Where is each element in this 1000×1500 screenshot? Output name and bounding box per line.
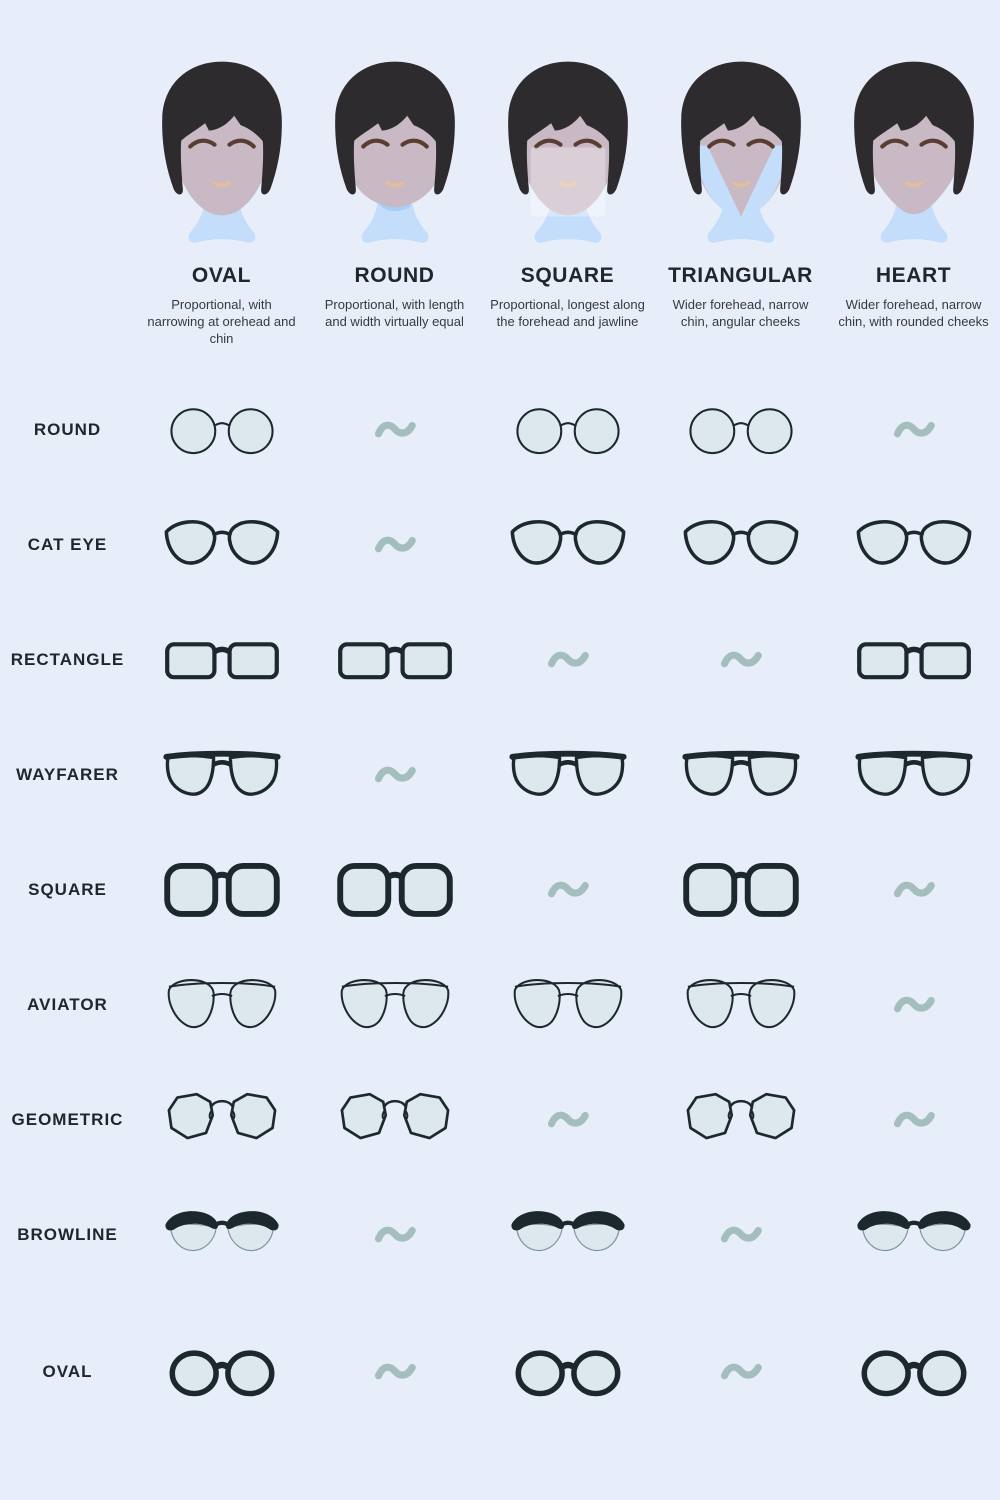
face-column-oval: [135, 56, 308, 347]
glasses-geometric-icon: [163, 1089, 281, 1150]
glasses-aviator-icon: [682, 974, 800, 1035]
glasses-oval-icon: [163, 1342, 281, 1403]
glasses-type-label: WAYFARER: [16, 764, 119, 784]
grid-cell-suitable: [481, 744, 654, 805]
face-column-round: [308, 56, 481, 347]
grid-row-square: [0, 832, 1000, 947]
grid-cell-suitable: [654, 1089, 827, 1150]
glasses-browline-icon: [855, 1204, 973, 1265]
face-column-square: [481, 56, 654, 347]
face-shape-label: ROUND: [354, 264, 435, 287]
grid-cell-not-suitable: [308, 1360, 481, 1384]
tilde-icon: [720, 648, 762, 672]
tilde-icon: [720, 1360, 762, 1384]
grid-cell-suitable: [827, 1342, 1000, 1403]
grid-cell-suitable: [308, 974, 481, 1035]
grid-cell-suitable: [654, 974, 827, 1035]
grid-cell-not-suitable: [654, 1360, 827, 1384]
grid-cell-not-suitable: [481, 878, 654, 902]
glasses-wayfarer-icon: [163, 744, 281, 805]
glasses-type-label: ROUND: [33, 419, 102, 439]
grid-cell-suitable: [135, 1204, 308, 1265]
glasses-rectangle-icon: [336, 629, 454, 690]
grid-cell-suitable: [135, 514, 308, 575]
tilde-icon: [374, 418, 416, 442]
face-column-triangular: [654, 56, 827, 347]
glasses-square-icon: [163, 859, 281, 920]
grid-cell-not-suitable: [827, 418, 1000, 442]
glasses-geometric-icon: [336, 1089, 454, 1150]
glasses-wayfarer-icon: [682, 744, 800, 805]
grid-cell-suitable: [135, 1089, 308, 1150]
grid-row-rectangle: [0, 602, 1000, 717]
glasses-aviator-icon: [509, 974, 627, 1035]
face-shape-description: Proportional, longest along the forehead and jawline: [490, 297, 645, 330]
grid-cell-suitable: [654, 514, 827, 575]
grid-cell-suitable: [135, 629, 308, 690]
grid-cell-suitable: [481, 514, 654, 575]
glasses-browline-icon: [509, 1204, 627, 1265]
glasses-type-label: GEOMETRIC: [11, 1109, 124, 1129]
glasses-type-label: OVAL: [42, 1362, 93, 1381]
tilde-icon: [720, 1223, 762, 1247]
glasses-browline-icon: [163, 1204, 281, 1265]
tilde-icon: [893, 993, 935, 1017]
grid-cell-suitable: [308, 1089, 481, 1150]
grid-cell-suitable: [481, 1342, 654, 1403]
tilde-icon: [893, 878, 935, 902]
grid-cell-not-suitable: [654, 1223, 827, 1247]
glasses-wayfarer-icon: [855, 744, 973, 805]
grid-cell-suitable: [827, 629, 1000, 690]
grid-row-wayfarer: [0, 717, 1000, 832]
grid-cell-suitable: [654, 744, 827, 805]
glasses-type-label: SQUARE: [28, 879, 107, 899]
grid-cell-not-suitable: [308, 1223, 481, 1247]
grid-row-oval: [0, 1306, 1000, 1438]
face-shape-description: Proportional, with length and width virtually equal: [324, 297, 465, 330]
face-square-illustration: [484, 56, 652, 252]
glasses-oval-icon: [509, 1342, 627, 1403]
grid-cell-suitable: [481, 399, 654, 460]
grid-cell-suitable: [481, 974, 654, 1035]
grid-cell-not-suitable: [308, 418, 481, 442]
glasses-round-icon: [509, 399, 627, 460]
glasses-cat-eye-icon: [855, 514, 973, 575]
grid-cell-not-suitable: [308, 533, 481, 557]
glasses-wayfarer-icon: [509, 744, 627, 805]
glasses-oval-icon: [855, 1342, 973, 1403]
face-shape-label: OVAL: [191, 264, 252, 287]
grid-cell-not-suitable: [827, 993, 1000, 1017]
glasses-type-label: AVIATOR: [27, 994, 108, 1014]
grid-cell-suitable: [135, 744, 308, 805]
face-round-illustration: [311, 56, 479, 252]
glasses-rectangle-icon: [163, 629, 281, 690]
tilde-icon: [374, 1223, 416, 1247]
tilde-icon: [374, 1360, 416, 1384]
grid-cell-suitable: [654, 859, 827, 920]
grid-cell-suitable: [135, 859, 308, 920]
grid-cell-suitable: [654, 399, 827, 460]
grid-row-aviator: [0, 947, 1000, 1062]
glasses-geometric-icon: [682, 1089, 800, 1150]
tilde-icon: [374, 533, 416, 557]
grid-row-browline: [0, 1177, 1000, 1292]
face-shape-description: Wider forehead, narrow chin, angular cheeks: [672, 297, 809, 330]
glasses-type-label: RECTANGLE: [10, 649, 125, 669]
glasses-round-icon: [163, 399, 281, 460]
face-heart-illustration: [830, 56, 998, 252]
face-shape-description: Proportional, with narrowing at orehead and chin: [147, 297, 296, 347]
face-triangular-illustration: [657, 56, 825, 252]
grid-cell-not-suitable: [308, 763, 481, 787]
grid-row-round: [0, 372, 1000, 487]
grid-cell-suitable: [135, 399, 308, 460]
grid-cell-suitable: [308, 859, 481, 920]
face-oval-illustration: [138, 56, 306, 252]
tilde-icon: [374, 763, 416, 787]
glasses-type-label: BROWLINE: [17, 1224, 118, 1244]
grid-cell-suitable: [135, 974, 308, 1035]
grid-cell-suitable: [827, 514, 1000, 575]
compatibility-grid: [0, 372, 1000, 1438]
grid-cell-not-suitable: [654, 648, 827, 672]
tilde-icon: [893, 1108, 935, 1132]
grid-row-cat-eye: [0, 487, 1000, 602]
tilde-icon: [547, 648, 589, 672]
glasses-cat-eye-icon: [163, 514, 281, 575]
grid-cell-not-suitable: [481, 1108, 654, 1132]
glasses-type-label: CAT EYE: [27, 534, 108, 554]
glasses-cat-eye-icon: [509, 514, 627, 575]
glasses-cat-eye-icon: [682, 514, 800, 575]
face-column-heart: [827, 56, 1000, 347]
glasses-round-icon: [682, 399, 800, 460]
face-header: [135, 56, 1000, 347]
tilde-icon: [893, 418, 935, 442]
tilde-icon: [547, 1108, 589, 1132]
glasses-aviator-icon: [336, 974, 454, 1035]
grid-row-geometric: [0, 1062, 1000, 1177]
glasses-square-icon: [336, 859, 454, 920]
grid-cell-suitable: [827, 1204, 1000, 1265]
grid-cell-not-suitable: [827, 878, 1000, 902]
glasses-aviator-icon: [163, 974, 281, 1035]
grid-cell-suitable: [827, 744, 1000, 805]
face-shape-label: HEART: [875, 264, 952, 287]
face-shape-label: SQUARE: [520, 264, 615, 287]
grid-cell-not-suitable: [827, 1108, 1000, 1132]
glasses-square-icon: [682, 859, 800, 920]
grid-cell-not-suitable: [481, 648, 654, 672]
face-shape-label: TRIANGULAR: [668, 264, 813, 287]
tilde-icon: [547, 878, 589, 902]
grid-cell-suitable: [481, 1204, 654, 1265]
grid-cell-suitable: [308, 629, 481, 690]
grid-cell-suitable: [135, 1342, 308, 1403]
face-shape-description: Wider forehead, narrow chin, with rounded cheeks: [838, 297, 989, 330]
glasses-rectangle-icon: [855, 629, 973, 690]
